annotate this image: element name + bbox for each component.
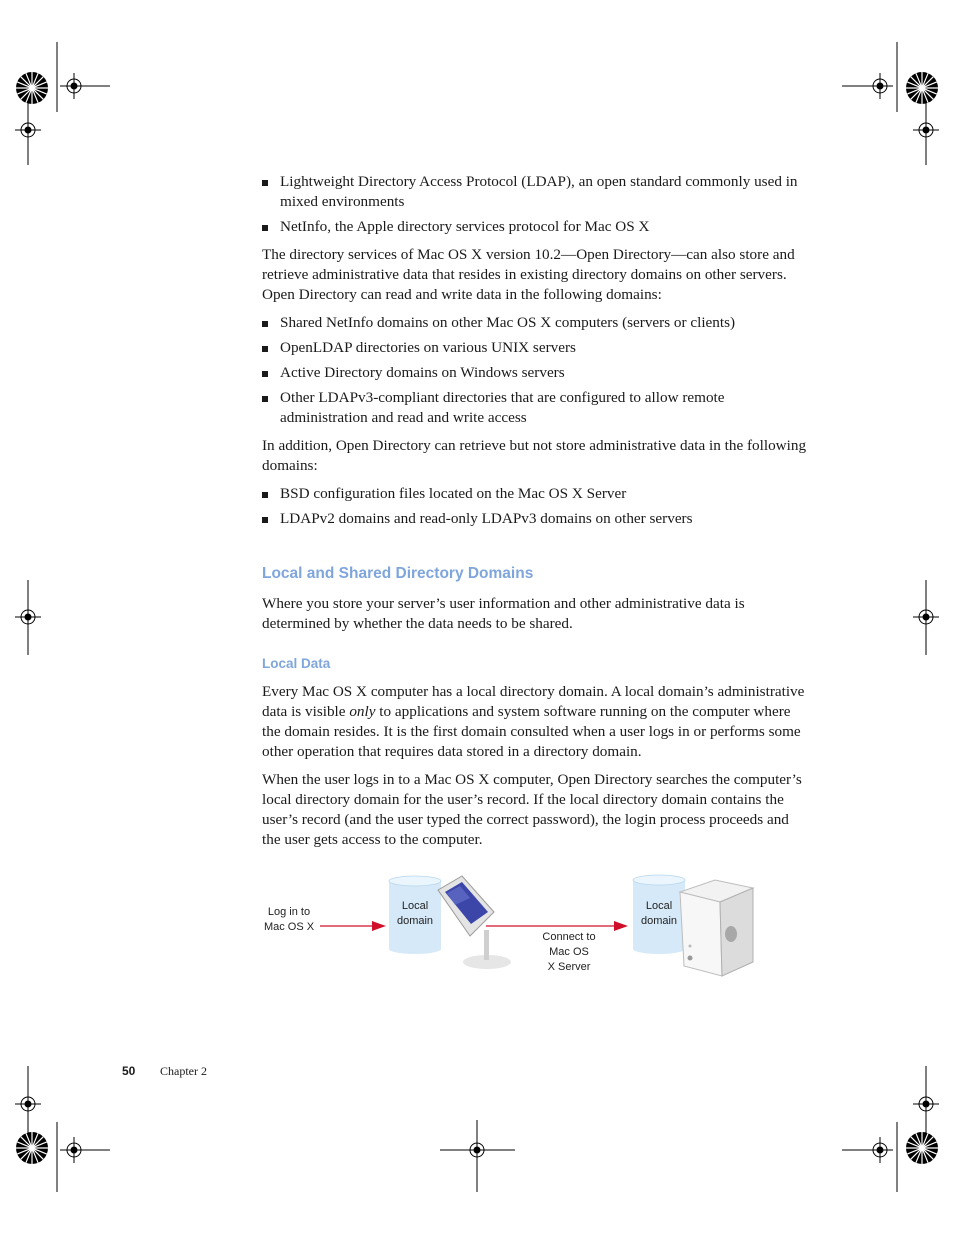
page-number: 50 [122, 1064, 136, 1078]
label-line: Local [645, 900, 673, 912]
text-run: to applications and system software running on the computer where the domain resides. It is the first domain consulted when a user logs in or performs some other operation that requires data stored in a directory domain. [262, 703, 801, 760]
server-tower-icon [680, 880, 753, 976]
label-line: domain [396, 915, 434, 927]
label-line: X Server [547, 961, 591, 973]
login-arrow [320, 921, 386, 931]
paragraph-read-only: In addition, Open Directory can retrieve but not store administrative data in the following domains: [262, 437, 807, 474]
chapter-label: Chapter 2 [160, 1064, 207, 1078]
label-line: Log in to [267, 906, 311, 918]
label-line: Local [401, 900, 429, 912]
label-line: Mac OS X [263, 921, 315, 933]
login-label [252, 905, 326, 935]
imac-computer-icon [438, 876, 511, 969]
list-item: LDAPv2 domains and read-only LDAPv3 domains on other servers [262, 509, 807, 529]
paragraph-read-write: The directory services of Mac OS X version 10.2—Open Directory—can also store and retrieve administrative data that resides in existing directory domains on other servers. Open Directory can read and write data in the following domains: [262, 246, 795, 303]
subheading: Local Data [262, 656, 331, 671]
list-item: Other LDAPv3-compliant directories that are configured to allow remote administration and read and write access [262, 388, 807, 428]
emphasis-text: only [349, 703, 376, 720]
label-line: Mac OS [549, 946, 589, 958]
section-paragraph: Where you store your server’s user information and other administrative data is determined by whether the data needs to be shared. [262, 595, 745, 632]
login-paragraph: When the user logs in to a Mac OS X computer, Open Directory searches the computer’s local directory domain for the user’s record. If the local directory domain contains the user’s record (and the user typed the correct password), the login process proceeds and the user gets access to the computer. [262, 771, 802, 848]
text-run: Every Mac OS X computer has a local directory domain. A local domain’s administrative data is visible [262, 683, 805, 720]
label-line: Connect to [542, 931, 596, 943]
list-item: NetInfo, the Apple directory services protocol for Mac OS X [262, 217, 807, 237]
server-domain-label [633, 899, 685, 929]
client-domain-label [389, 899, 441, 929]
connect-label [528, 930, 610, 975]
section-heading: Local and Shared Directory Domains [262, 565, 534, 582]
list-item: OpenLDAP directories on various UNIX servers [262, 338, 807, 358]
list-item: BSD configuration files located on the Mac OS X Server [262, 484, 807, 504]
label-line: domain [640, 915, 678, 927]
list-item: Shared NetInfo domains on other Mac OS X computers (servers or clients) [262, 313, 807, 333]
list-item: Lightweight Directory Access Protocol (LDAP), an open standard commonly used in mixed environments [262, 172, 807, 212]
list-item: Active Directory domains on Windows servers [262, 363, 807, 383]
